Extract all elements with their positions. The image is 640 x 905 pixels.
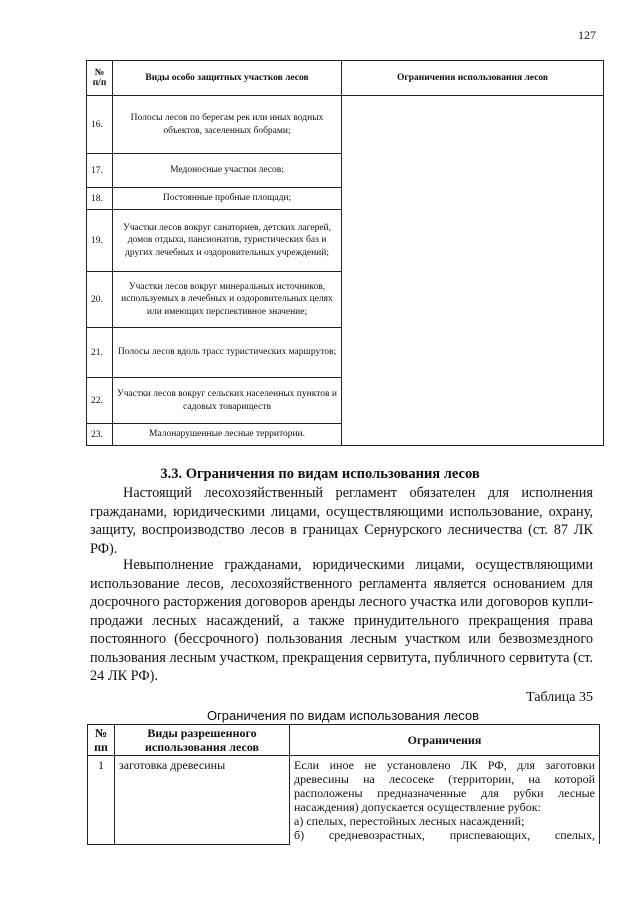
row-name: Участки лесов вокруг сельских населенных пунктов и садовых товариществ: [113, 378, 342, 424]
row-name: Полосы лесов по берегам рек или иных водных объектов, заселенных бобрами;: [113, 96, 342, 154]
row-name: Полосы лесов вдоль трасс туристических маршрутов;: [113, 328, 342, 378]
header-num: № пп: [88, 725, 115, 756]
table-header-row: [88, 725, 600, 756]
row-num: 21.: [87, 328, 113, 378]
paragraph-2: Невыполнение гражданами, юридическими лицами, осуществляющими использование лесов, лесохозяйственного регламента является основанием для досрочного расторжения договоров аренды лесного участка или договоров купли-продажи лесных насаждений, а также принудительного прекращения права постоянного (бессрочного) пользования лесным участком или безвозмездного пользования лесным участком, прекращения сервитута, публичного сервитута (ст. 24 ЛК РФ).: [90, 557, 593, 684]
page-number: 127: [578, 28, 596, 42]
row-num: 17.: [87, 154, 113, 188]
section-heading: 3.3. Ограничения по видам использования лесов: [160, 466, 480, 482]
row-num: 22.: [87, 378, 113, 424]
table-header-row: [87, 61, 604, 96]
header-num: № п/п: [87, 61, 113, 96]
restrictions-cell: [342, 96, 604, 446]
row-num: 20.: [87, 272, 113, 328]
row-num: 1: [88, 756, 115, 845]
row-num: 18.: [87, 188, 113, 210]
row-name: Участки лесов вокруг санаториев, детских лагерей, домов отдыха, пансионатов, туристических баз и других лечебных и оздоровительных учреждений;: [113, 210, 342, 272]
row-num: 16.: [87, 96, 113, 154]
table-caption: Ограничения по видам использования лесов: [206, 708, 480, 723]
restriction-intro: Если иное не установлено ЛК РФ, для заготовки древесины на лесосеке (территории, на которой расположены предназначенные для рубки лесные насаждения) допускается осуществление рубок:: [294, 758, 595, 814]
row-name: Медоносные участки лесов;: [113, 154, 342, 188]
row-num: 19.: [87, 210, 113, 272]
usage-restrictions-table: [87, 724, 600, 845]
table-label: Таблица 35: [526, 690, 593, 705]
row-type: заготовка древесины: [115, 756, 290, 845]
row-name: Малонарушенные лесные территории.: [113, 424, 342, 446]
table-row: [87, 96, 604, 154]
table-row: [88, 756, 600, 845]
row-name: Постоянные пробные площади;: [113, 188, 342, 210]
header-types: Виды разрешенного использования лесов: [115, 725, 290, 756]
header-types: Виды особо защитных участков лесов: [113, 61, 342, 96]
paragraph-1: Настоящий лесохозяйственный регламент обязателен для исполнения гражданами, юридическими лицами, осуществляющими использование, охрану, защиту, воспроизводство лесов в границах Сернурского лесничества (ст. 87 ЛК РФ).: [90, 485, 593, 557]
restriction-item-a: а) спелых, перестойных лесных насаждений;: [294, 814, 525, 828]
protective-areas-table: [86, 60, 604, 446]
row-name: Участки лесов вокруг минеральных источников, используемых в лечебных и оздоровительных целях или имеющих перспективное значение;: [113, 272, 342, 328]
row-restriction: [290, 756, 600, 845]
row-num: 23.: [87, 424, 113, 446]
header-restrictions: Ограничения использования лесов: [342, 61, 604, 96]
restriction-item-b: б) средневозрастных, приспевающих, спелых,: [294, 828, 595, 842]
header-restrictions: Ограничения: [290, 725, 600, 756]
